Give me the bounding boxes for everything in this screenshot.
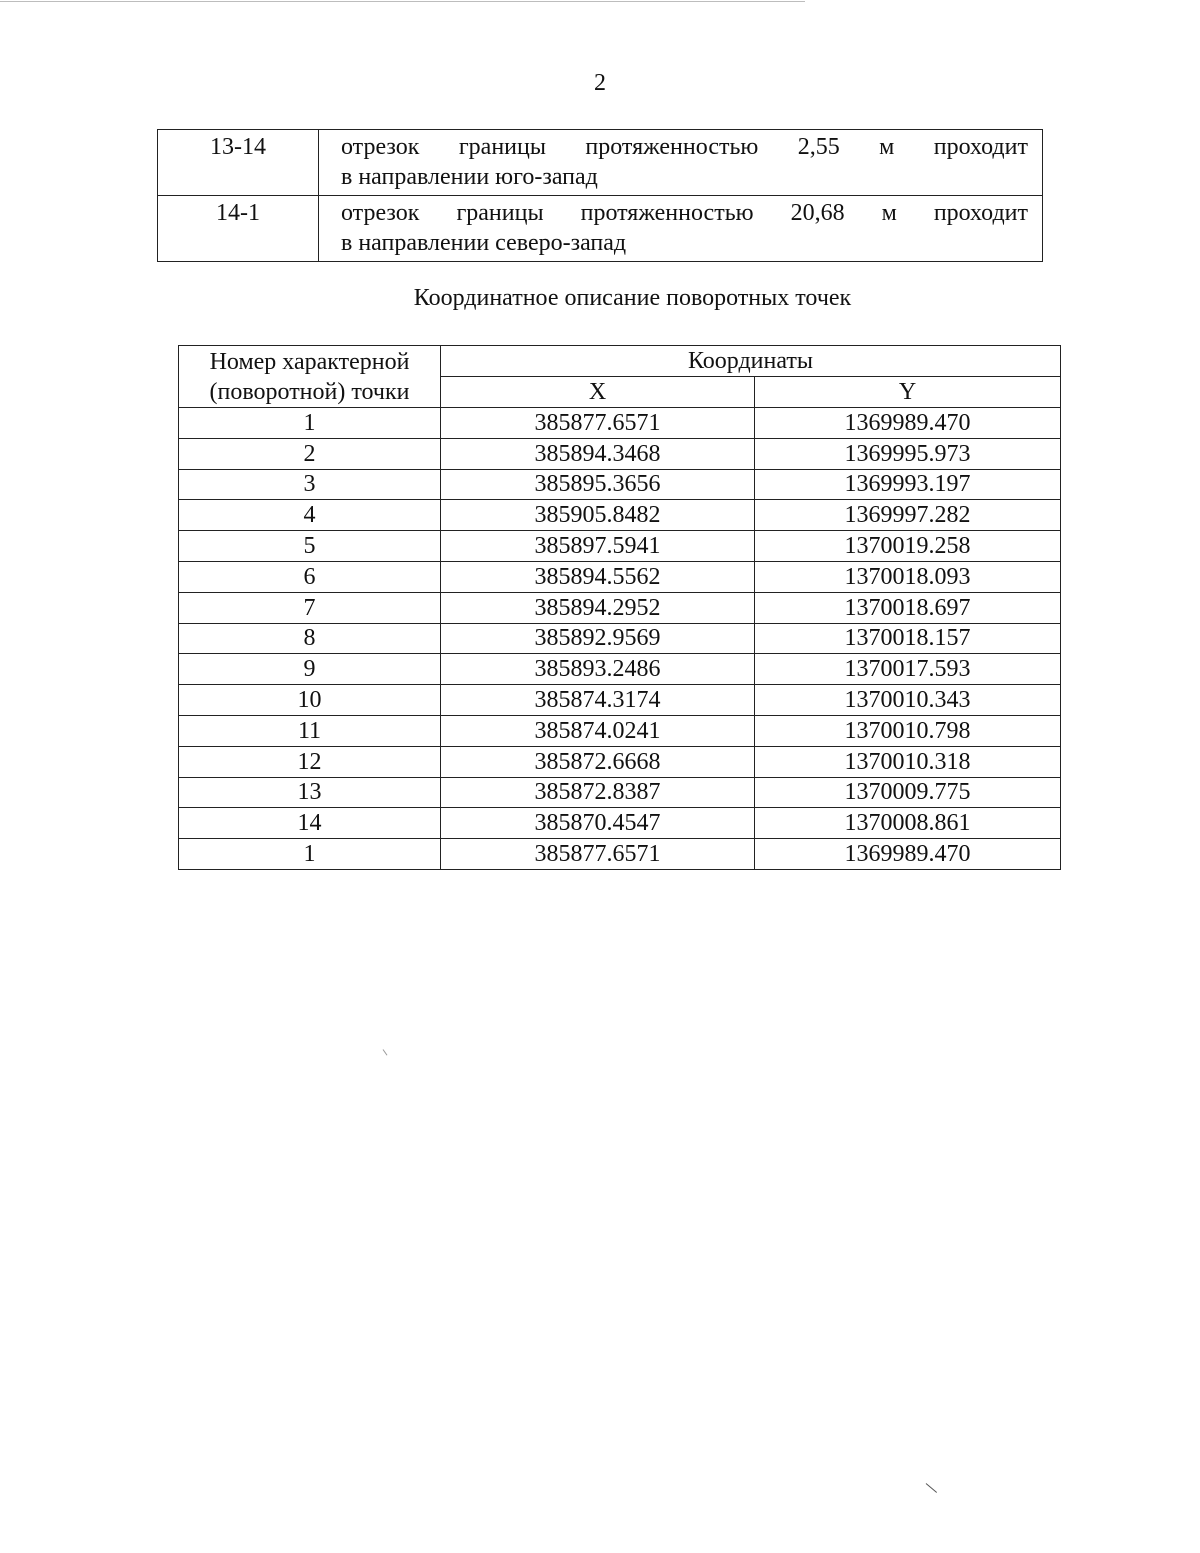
x-coordinate-cell: 385897.5941 <box>441 531 755 562</box>
description-line-1 <box>341 198 1028 228</box>
point-number-cell: 4 <box>179 500 441 531</box>
segment-description <box>319 130 1043 196</box>
segment-length: 20,68 <box>790 200 845 226</box>
section-title: Координатное описание поворотных точек <box>413 285 852 311</box>
segment-id: 14-1 <box>158 196 319 262</box>
table-row <box>179 561 1061 592</box>
x-coordinate-cell: 385872.6668 <box>441 746 755 777</box>
table-row <box>158 196 1043 262</box>
y-coordinate-cell: 1370018.157 <box>755 623 1061 654</box>
x-coordinate-cell: 385894.5562 <box>441 561 755 592</box>
point-number-cell: 11 <box>179 715 441 746</box>
page-number: 2 <box>594 70 606 96</box>
table-row <box>179 469 1061 500</box>
table-row <box>179 592 1061 623</box>
point-number-cell: 7 <box>179 592 441 623</box>
table-row <box>179 531 1061 562</box>
y-coordinate-cell: 1369997.282 <box>755 500 1061 531</box>
point-number-cell: 9 <box>179 654 441 685</box>
coordinates-table <box>178 345 1061 870</box>
header-point-number: Номер характерной (поворотной) точки <box>179 346 441 408</box>
point-number-cell: 14 <box>179 808 441 839</box>
scan-artifact-mark <box>383 1049 388 1055</box>
table-row <box>179 438 1061 469</box>
word: отрезок <box>341 134 420 160</box>
header-coordinates: Координаты <box>441 346 1061 377</box>
segment-length: 2,55 <box>797 134 840 160</box>
point-number-cell: 12 <box>179 746 441 777</box>
x-coordinate-cell: 385870.4547 <box>441 808 755 839</box>
word: отрезок <box>341 200 420 226</box>
y-coordinate-cell: 1370010.343 <box>755 685 1061 716</box>
unit: м <box>879 134 895 160</box>
point-number-cell: 5 <box>179 531 441 562</box>
point-number-cell: 8 <box>179 623 441 654</box>
table-row <box>179 654 1061 685</box>
point-number-cell: 1 <box>179 839 441 870</box>
point-number-cell: 13 <box>179 777 441 808</box>
x-coordinate-cell: 385874.3174 <box>441 685 755 716</box>
x-coordinate-cell: 385892.9569 <box>441 623 755 654</box>
word: границы <box>458 134 546 160</box>
header-x: X <box>441 377 755 408</box>
point-number-cell: 2 <box>179 438 441 469</box>
unit: м <box>881 200 897 226</box>
table-row <box>179 685 1061 716</box>
y-coordinate-cell: 1370009.775 <box>755 777 1061 808</box>
word: границы <box>456 200 544 226</box>
x-coordinate-cell: 385877.6571 <box>441 839 755 870</box>
segment-description <box>319 196 1043 262</box>
scan-artifact-mark <box>926 1483 937 1493</box>
description-line-2: в направлении юго-запад <box>341 164 598 190</box>
x-coordinate-cell: 385894.2952 <box>441 592 755 623</box>
y-coordinate-cell: 1370010.798 <box>755 715 1061 746</box>
table-row <box>179 746 1061 777</box>
point-number-cell: 10 <box>179 685 441 716</box>
table-row <box>179 715 1061 746</box>
x-coordinate-cell: 385872.8387 <box>441 777 755 808</box>
table-row <box>179 408 1061 439</box>
header-row <box>179 346 1061 377</box>
x-coordinate-cell: 385895.3656 <box>441 469 755 500</box>
coordinates-body <box>179 408 1061 870</box>
word: протяженностью <box>585 134 759 160</box>
x-coordinate-cell: 385874.0241 <box>441 715 755 746</box>
y-coordinate-cell: 1369995.973 <box>755 438 1061 469</box>
y-coordinate-cell: 1370019.258 <box>755 531 1061 562</box>
point-number-cell: 6 <box>179 561 441 592</box>
y-coordinate-cell: 1369989.470 <box>755 839 1061 870</box>
scan-artifact-line <box>0 1 805 2</box>
y-coordinate-cell: 1370017.593 <box>755 654 1061 685</box>
x-coordinate-cell: 385877.6571 <box>441 408 755 439</box>
y-coordinate-cell: 1370018.697 <box>755 592 1061 623</box>
segment-id: 13-14 <box>158 130 319 196</box>
x-coordinate-cell: 385905.8482 <box>441 500 755 531</box>
table-row <box>179 808 1061 839</box>
table-row <box>179 839 1061 870</box>
point-number-cell: 1 <box>179 408 441 439</box>
x-coordinate-cell: 385893.2486 <box>441 654 755 685</box>
y-coordinate-cell: 1370008.861 <box>755 808 1061 839</box>
table-row <box>179 623 1061 654</box>
word: проходит <box>933 134 1028 160</box>
table-row <box>179 500 1061 531</box>
table-row <box>179 777 1061 808</box>
word: проходит <box>933 200 1028 226</box>
boundary-segments-table <box>157 129 1043 262</box>
description-line-1 <box>341 132 1028 162</box>
y-coordinate-cell: 1369989.470 <box>755 408 1061 439</box>
header-y: Y <box>755 377 1061 408</box>
y-coordinate-cell: 1370010.318 <box>755 746 1061 777</box>
word: протяженностью <box>580 200 754 226</box>
y-coordinate-cell: 1370018.093 <box>755 561 1061 592</box>
point-number-cell: 3 <box>179 469 441 500</box>
y-coordinate-cell: 1369993.197 <box>755 469 1061 500</box>
x-coordinate-cell: 385894.3468 <box>441 438 755 469</box>
description-line-2: в направлении северо-запад <box>341 230 627 256</box>
table-row <box>158 130 1043 196</box>
